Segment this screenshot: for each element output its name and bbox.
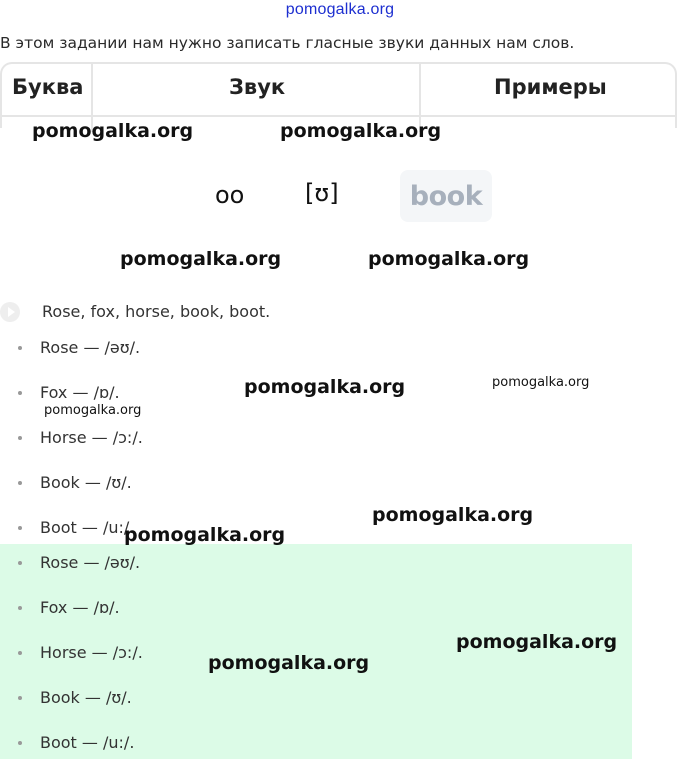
answer-item-text: Rose — /əʊ/. xyxy=(40,553,141,572)
bullet-icon xyxy=(18,391,22,395)
list-item-text: Boot — /u:/. xyxy=(40,518,135,537)
watermark: pomogalka.org xyxy=(280,120,442,142)
bullet-icon xyxy=(18,561,22,565)
answer-item xyxy=(18,553,140,572)
example-word: book xyxy=(409,180,483,212)
table-header-letter: Буква xyxy=(12,75,84,99)
list-item xyxy=(18,473,132,492)
table-cell-letter: oo xyxy=(215,181,245,209)
bullet-icon xyxy=(18,436,22,440)
list-item xyxy=(18,338,140,357)
answer-item xyxy=(18,643,143,662)
answer-item-text: Fox — /ɒ/. xyxy=(40,598,120,617)
table-header-examples: Примеры xyxy=(494,75,607,99)
table-header-divider xyxy=(0,115,677,117)
list-item-text: Horse — /ɔ:/. xyxy=(40,428,143,447)
bullet-icon xyxy=(18,606,22,610)
list-item-text: Book — /ʊ/. xyxy=(40,473,132,492)
answer-item-text: Horse — /ɔ:/. xyxy=(40,643,143,662)
task-words: Rose, fox, horse, book, boot. xyxy=(42,302,271,321)
answer-item xyxy=(18,688,132,707)
site-header-link[interactable]: pomogalka.org xyxy=(285,1,395,18)
bullet-icon xyxy=(18,346,22,350)
answer-item xyxy=(18,598,120,617)
bullet-icon xyxy=(18,696,22,700)
answer-item-text: Book — /ʊ/. xyxy=(40,688,132,707)
bullet-icon xyxy=(18,651,22,655)
intro-text: В этом задании нам нужно записать гласные звуки данных нам слов. xyxy=(0,34,575,52)
list-item-text: Fox — /ɒ/. xyxy=(40,383,120,402)
answer-item-text: Boot — /u:/. xyxy=(40,733,135,752)
list-item xyxy=(18,383,120,402)
watermark: pomogalka.org xyxy=(372,504,534,526)
example-image-book xyxy=(400,170,492,222)
bullet-icon xyxy=(18,481,22,485)
watermark: pomogalka.org xyxy=(368,248,530,270)
list-item xyxy=(18,518,134,537)
play-icon[interactable] xyxy=(0,302,20,322)
list-item-text: Rose — /əʊ/. xyxy=(40,338,141,357)
watermark: pomogalka.org xyxy=(492,375,590,390)
watermark: pomogalka.org xyxy=(124,524,286,546)
watermark: pomogalka.org xyxy=(456,631,618,653)
watermark: pomogalka.org xyxy=(244,376,406,398)
table-cell-sound: [ʊ] xyxy=(305,179,339,207)
watermark: pomogalka.org xyxy=(208,652,370,674)
bullet-icon xyxy=(18,526,22,530)
watermark: pomogalka.org xyxy=(44,403,142,418)
table-header-sound: Звук xyxy=(229,75,286,99)
list-item xyxy=(18,428,143,447)
answer-item xyxy=(18,733,134,752)
watermark: pomogalka.org xyxy=(120,248,282,270)
bullet-icon xyxy=(18,741,22,745)
watermark: pomogalka.org xyxy=(32,120,194,142)
